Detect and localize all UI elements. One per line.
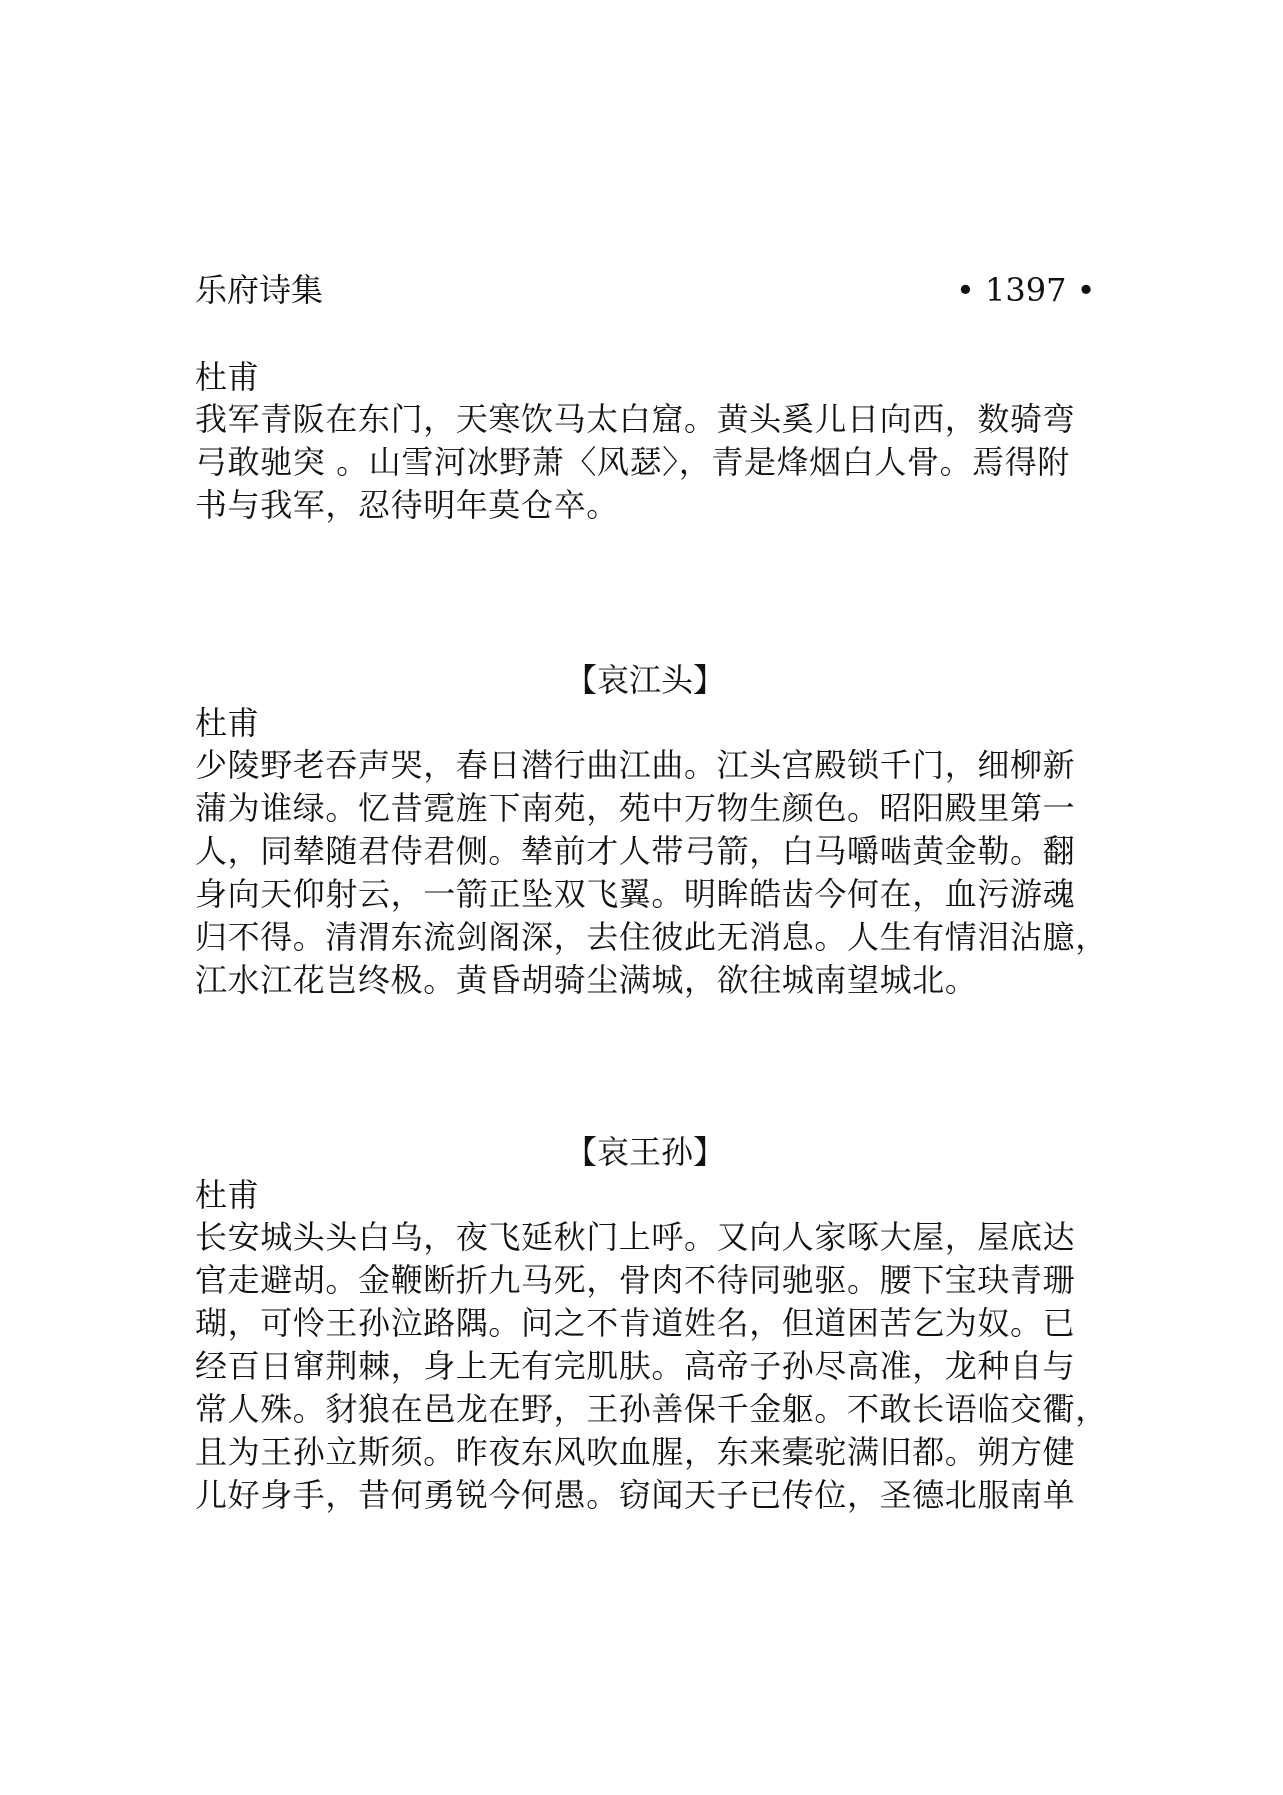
poem-line: 我军青阪在东门，天寒饮马太白窟。黄头奚儿日向西，数骑弯 — [195, 400, 1076, 438]
poem-line: 瑚，可怜王孙泣路隅。问之不肯道姓名，但道困苦乞为奴。已 — [195, 1304, 1076, 1342]
poem-line: 少陵野老吞声哭，春日潜行曲江曲。江头宫殿锁千门，细柳新 — [195, 746, 1076, 784]
poem-line: 人，同辇随君侍君侧。辇前才人带弓箭，白马嚼啮黄金勒。翻 — [195, 832, 1076, 870]
poem-title: 【哀江头】 — [564, 661, 725, 699]
poem-block — [195, 658, 1108, 1002]
poem-author: 杜甫 — [195, 704, 260, 742]
poem-author: 杜甫 — [195, 358, 260, 396]
poem-line: 官走避胡。金鞭断折九马死，骨肉不待同驰驱。腰下宝玦青珊 — [195, 1261, 1076, 1299]
poem-block — [195, 1130, 1108, 1517]
poem-block — [195, 356, 1095, 527]
poem-author: 杜甫 — [195, 1176, 260, 1214]
poem-line: 书与我军，忍待明年莫仓卒。 — [195, 486, 619, 524]
poem-line: 江水江花岂终极。黄昏胡骑尘满城，欲往城南望城北。 — [195, 961, 978, 999]
poem-line: 身向天仰射云，一箭正坠双飞翼。明眸皓齿今何在，血污游魂 — [195, 875, 1076, 913]
poem-line: 且为王孙立斯须。昨夜东风吹血腥，东来橐驼满旧都。朔方健 — [195, 1433, 1076, 1471]
poem-line: 归不得。清渭东流剑阁深，去住彼此无消息。人生有情泪沾臆， — [195, 918, 1108, 956]
poem-line: 儿好身手，昔何勇锐今何愚。窃闻天子已传位，圣德北服南单 — [195, 1476, 1076, 1514]
poem-line: 长安城头头白乌，夜飞延秋门上呼。又向人家啄大屋，屋底达 — [195, 1218, 1076, 1256]
book-title: 乐府诗集 — [195, 271, 324, 309]
poem-line: 弓敢驰突 。山雪河冰野萧〈风瑟〉，青是烽烟白人骨。焉得附 — [195, 443, 1070, 481]
poem-line: 蒲为谁绿。忆昔霓旌下南苑，苑中万物生颜色。昭阳殿里第一 — [195, 789, 1076, 827]
page-number: • 1397 • — [956, 271, 1096, 309]
poem-line: 经百日窜荆棘，身上无有完肌肤。高帝子孙尽高准，龙种自与 — [195, 1347, 1076, 1385]
poem-title: 【哀王孙】 — [564, 1133, 725, 1171]
poem-line: 常人殊。豺狼在邑龙在野，王孙善保千金躯。不敢长语临交衢， — [195, 1390, 1108, 1428]
